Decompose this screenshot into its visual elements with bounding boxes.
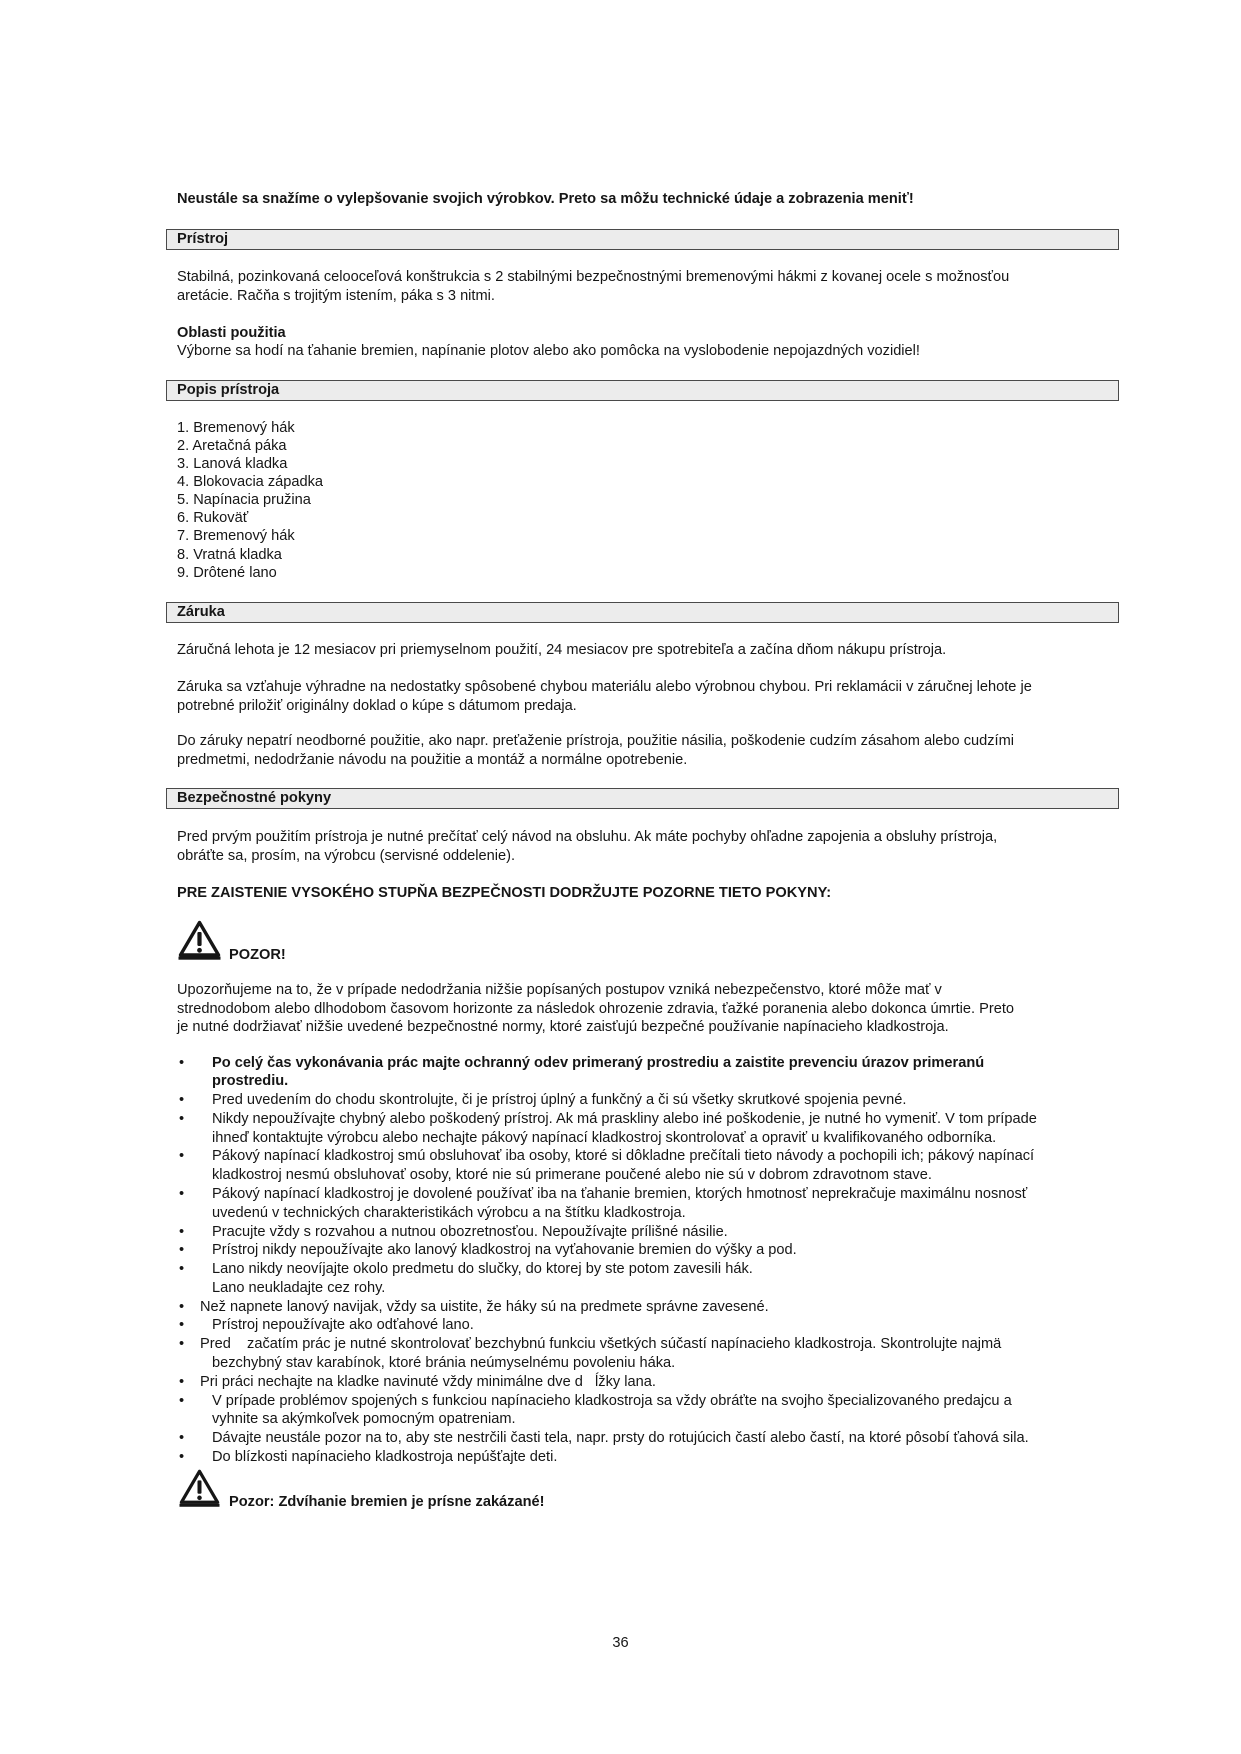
bullet-line: bezchybný stav karabínok, ktoré bránia neúmyselnému povoleniu háka.	[212, 1355, 676, 1371]
usage-text: Výborne sa hodí na ťahanie bremien, napínanie plotov alebo ako pomôcka na vyslobodenie nepojazdných vozidiel!	[177, 343, 920, 359]
bullet-line: Prístroj nikdy nepoužívajte ako lanový kladkostroj na vyťahovanie bremien do výšky a pod.	[212, 1242, 797, 1259]
list-item: 9. Drôtené lano	[177, 564, 277, 581]
list-item: 6. Rukoväť	[177, 510, 249, 527]
bullet-marker: •	[179, 1054, 185, 1071]
safety-bullet	[0, 1392, 1241, 1430]
warranty-paragraph-1	[177, 641, 946, 660]
bullet-line: Pracujte vždy s rozvahou a nutnou obozretnosťou. Nepoužívajte prílišné násilie.	[212, 1223, 728, 1240]
safety-bullet	[0, 1335, 1241, 1373]
paragraph-line: predmetmi, nedodržanie návodu na použitie a montáž a normálne opotrebenie.	[177, 752, 688, 768]
paragraph-line: obráťte sa, prosím, na výrobcu (servisné oddelenie).	[177, 848, 516, 864]
warranty-paragraph-3	[177, 732, 1014, 770]
final-warning-text: Pozor: Zdvíhanie bremien je prísne zakázané!	[229, 1494, 545, 1510]
bullet-line: Nikdy nepoužívajte chybný alebo poškodený prístroj. Ak má praskliny alebo iné poškodenie, je nutné ho vymeniť. V tom prípade	[212, 1110, 1037, 1127]
safety-bullet	[0, 1110, 1241, 1148]
warning-label	[229, 946, 286, 965]
bullet-line: V prípade problémov spojených s funkciou napínacieho kladkostroja sa vždy obráťte na svojho špecializovaného predajcu a	[212, 1392, 1012, 1409]
bullet-line: Po celý čas vykonávania prác majte ochranný odev primeraný prostrediu a zaistite prevenciu úrazov primeranú	[212, 1054, 985, 1071]
list-item: 7. Bremenový hák	[177, 528, 295, 545]
paragraph-line: Záručná lehota je 12 mesiacov pri priemyselnom použití, 24 mesiacov pre spotrebiteľa a začína dňom nákupu prístroja.	[177, 642, 947, 658]
paragraph-line: Pred prvým použitím prístroja je nutné prečítať celý návod na obsluhu. Ak máte pochyby ohľadne zapojenia a obsluhy prístroja,	[177, 829, 998, 845]
section-header-warranty: Záruka	[166, 602, 1119, 623]
paragraph-line: je nutné dodržiavať nižšie uvedené bezpečnostné normy, ktoré zaisťujú bezpečné používanie napínacieho kladkostroja.	[177, 1019, 949, 1035]
bullet-line: Do blízkosti napínacieho kladkostroja nepúšťajte deti.	[212, 1448, 558, 1465]
safety-bullet	[0, 1241, 1241, 1260]
safety-bullet	[0, 1260, 1241, 1298]
bullet-line: Pred uvedením do chodu skontrolujte, či je prístroj úplný a funkčný a či sú všetky skrutkové spojenia pevné.	[212, 1092, 907, 1109]
warning-label-text: POZOR!	[229, 947, 286, 963]
bullet-marker: •	[179, 1448, 185, 1465]
paragraph-line: Záruka sa vzťahuje výhradne na nedostatky spôsobené chybou materiálu alebo výrobnou chybou. Pri reklamácii v záručnej lehote je	[177, 679, 1032, 695]
bullet-marker: •	[179, 1261, 185, 1278]
bullet-marker: •	[179, 1336, 185, 1353]
bullet-line: uvedenú v technických charakteristikách výrobcu a na štítku kladkostroja.	[212, 1204, 686, 1221]
list-item: 1. Bremenový hák	[177, 420, 295, 436]
safety-heading	[177, 884, 831, 903]
warning-triangle-icon	[177, 1468, 222, 1508]
list-item: 8. Vratná kladka	[177, 546, 282, 563]
safety-bullet	[0, 1147, 1241, 1185]
warning-triangle-icon	[177, 919, 222, 961]
section-header-safety: Bezpečnostné pokyny	[166, 788, 1119, 809]
bullet-marker: •	[179, 1148, 185, 1165]
notice-text: Neustále sa snažíme o vylepšovanie svojich výrobkov. Preto sa môžu technické údaje a zobrazenia meniť!	[177, 191, 914, 207]
list-item: 5. Napínacia pružina	[177, 492, 311, 509]
warranty-paragraph-2	[177, 678, 1032, 715]
list-item: 2. Aretačná páka	[177, 438, 287, 455]
bullet-marker: •	[179, 1223, 185, 1240]
paragraph-line: potrebné priložiť originálny doklad o kúpe s dátumom predaja.	[177, 697, 577, 714]
safety-bullet	[0, 1054, 1241, 1092]
bullet-line: vyhnite sa akýmkoľvek pomocným opatreniam.	[212, 1411, 516, 1428]
bullet-line: ihneď kontaktujte výrobcu alebo nechajte pákový napínací kladkostroj skontrolovať a opraviť u kvalifikovaného odborníka.	[212, 1129, 997, 1146]
section-header-parts: Popis prístroja	[166, 380, 1119, 401]
safety-intro	[177, 828, 997, 866]
safety-bullet-list	[0, 1054, 1241, 1467]
bullet-line: Pred začatím prác je nutné skontrolovať bezchybnú funkciu všetkých súčastí napínacieho kladkostroja. Skontrolujte najmä	[200, 1336, 1002, 1353]
bullet-marker: •	[179, 1242, 185, 1259]
bullet-line: Pákový napínací kladkostroj smú obsluhovať iba osoby, ktoré si dôkladne prečítali tieto návody a pochopili ich; pákový napínací	[212, 1148, 1035, 1165]
paragraph-line: Upozorňujeme na to, že v prípade nedodržania nižšie popísaných postupov vzniká nebezpečenstvo, ktoré môže mať v	[177, 982, 942, 998]
section-header-device: Prístroj	[166, 229, 1119, 250]
bullet-line: Prístroj nepoužívajte ako odťahové lano.	[212, 1317, 474, 1334]
bullet-line: kladkostroj nesmú obsluhovať osoby, ktoré nie sú primerane poučené alebo nie sú v dobrom zdravotnom stave.	[212, 1167, 932, 1184]
bullet-marker: •	[179, 1185, 185, 1202]
bullet-marker: •	[179, 1430, 185, 1447]
bullet-line: Lano neukladajte cez rohy.	[212, 1279, 386, 1296]
improvement-notice	[177, 190, 914, 209]
usage-block	[177, 324, 920, 360]
bullet-line: Než napnete lanový navijak, vždy sa uistite, že háky sú na predmete správne zavesené.	[200, 1298, 769, 1315]
bullet-marker: •	[179, 1298, 185, 1315]
bullet-marker: •	[179, 1373, 185, 1390]
final-warning	[229, 1493, 544, 1512]
safety-bullet	[0, 1091, 1241, 1110]
usage-title: Oblasti použitia	[177, 325, 286, 341]
description-line: Stabilná, pozinkovaná celooceľová konštrukcia s 2 stabilnými bezpečnostnými bremenovými hákmi z kovanej ocele s možnosťou	[177, 269, 1010, 285]
safety-bullet	[0, 1448, 1241, 1467]
safety-bullet	[0, 1223, 1241, 1242]
bullet-line: Pákový napínací kladkostroj je dovolené používať iba na ťahanie bremien, ktorých hmotnosť neprekračuje maximálnu nosnosť	[212, 1185, 1028, 1202]
bullet-marker: •	[179, 1392, 185, 1409]
safety-bullet	[0, 1298, 1241, 1317]
bullet-line: Pri práci nechajte na kladke navinuté vždy minimálne dve d ĺžky lana.	[200, 1373, 656, 1390]
description-line: aretácie. Račňa s trojitým istením, páka s 3 nitmi.	[177, 288, 495, 304]
bullet-marker: •	[179, 1092, 185, 1109]
page-number: 36	[612, 1635, 629, 1651]
device-description	[177, 268, 1009, 306]
bullet-line: prostrediu.	[212, 1073, 289, 1090]
paragraph-line: strednodobom alebo dlhodobom časovom horizonte za následok ohrozenie zdravia, ťažké poranenia alebo dokonca úmrtie. Preto	[177, 1000, 1015, 1017]
paragraph-line: Do záruky nepatrí neodborné použitie, ako napr. preťaženie prístroja, použitie násilia, poškodenie cudzím zásahom alebo cudzími	[177, 733, 1014, 749]
safety-bullet	[0, 1429, 1241, 1448]
bullet-line: Lano nikdy neovíjajte okolo predmetu do slučky, do ktorej by ste potom zavesili hák.	[212, 1261, 753, 1278]
safety-heading-text: PRE ZAISTENIE VYSOKÉHO STUPŇA BEZPEČNOSTI DODRŽUJTE POZORNE TIETO POKYNY:	[177, 885, 832, 901]
parts-list	[177, 419, 323, 582]
bullet-marker: •	[179, 1317, 185, 1334]
warning-text	[177, 981, 1014, 1037]
bullet-line: Dávajte neustále pozor na to, aby ste nestrčili časti tela, napr. prsty do rotujúcich častí alebo častí, na ktoré pôsobí ťahová sila.	[212, 1430, 1029, 1447]
safety-bullet	[0, 1185, 1241, 1223]
list-item: 3. Lanová kladka	[177, 456, 288, 473]
safety-bullet	[0, 1316, 1241, 1335]
list-item: 4. Blokovacia západka	[177, 474, 324, 491]
safety-bullet	[0, 1373, 1241, 1392]
bullet-marker: •	[179, 1110, 185, 1127]
